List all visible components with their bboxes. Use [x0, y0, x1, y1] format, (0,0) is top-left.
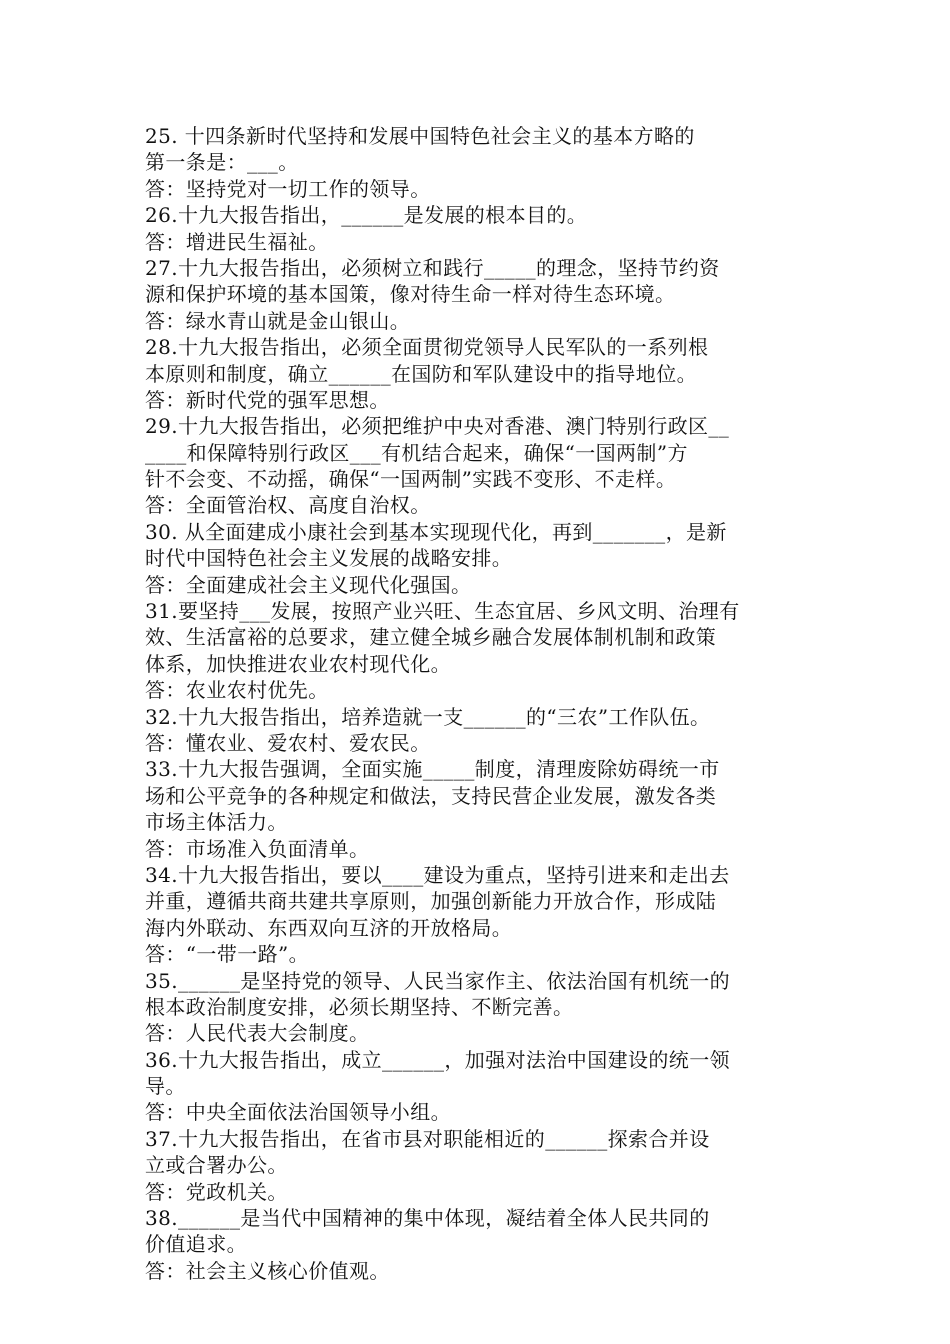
question-line: 效、生活富裕的总要求，建立健全城乡融合发展体制机制和政策 — [145, 625, 717, 650]
question-line: 第一条是：___。 — [145, 150, 299, 175]
question-line: 38.______是当代中国精神的集中体现，凝结着全体人民共同的 — [145, 1206, 710, 1231]
qa-item-30 — [145, 519, 809, 598]
question-line: 31.要坚持___发展，按照产业兴旺、生态宜居、乡风文明、治理有 — [145, 599, 740, 624]
question-line: 25. 十四条新时代坚持和发展中国特色社会主义的基本方略的 — [145, 124, 695, 148]
question-line: 根本政治制度安排，必须长期坚持、不断完善。 — [145, 994, 574, 1019]
question-line: 37.十九大报告指出，在省市县对职能相近的______探索合并设 — [145, 1126, 710, 1151]
question-line: 针不会变、不动摇，确保“一国两制”实践不变形、不走样。 — [145, 467, 677, 492]
question-line: 33.十九大报告强调，全面实施_____制度，清理废除妨碍统一市 — [145, 757, 720, 782]
qa-item-31 — [145, 598, 809, 704]
question-line: 本原则和制度，确立______在国防和军队建设中的指导地位。 — [145, 361, 697, 386]
qa-item-35 — [145, 968, 809, 1047]
answer-line: 答：新时代党的强军思想。 — [145, 387, 390, 412]
answer-line: 答：人民代表大会制度。 — [145, 1021, 370, 1046]
qa-item-25 — [145, 123, 809, 202]
question-line: 价值追求。 — [145, 1232, 247, 1257]
qa-item-27 — [145, 255, 809, 334]
question-line: 32.十九大报告指出，培养造就一支______的“三农”工作队伍。 — [145, 704, 711, 729]
qa-item-28 — [145, 334, 809, 413]
answer-line: 答：坚持党对一切工作的领导。 — [145, 176, 431, 201]
question-line: 28.十九大报告指出，必须全面贯彻党领导人民军队的一系列根 — [145, 335, 709, 360]
answer-line: 答：中央全面依法治国领导小组。 — [145, 1100, 451, 1125]
answer-line: 答：社会主义核心价值观。 — [145, 1258, 390, 1283]
answer-line: 答：全面建成社会主义现代化强国。 — [145, 572, 472, 597]
answer-line: 答：绿水青山就是金山银山。 — [145, 308, 411, 333]
question-line: 27.十九大报告指出，必须树立和践行_____的理念，坚持节约资 — [145, 255, 720, 280]
qa-item-34 — [145, 862, 809, 968]
qa-item-37 — [145, 1126, 809, 1205]
question-line: 并重，遵循共商共建共享原则，加强创新能力开放合作，形成陆 — [145, 889, 717, 914]
question-line: 35.______是坚持党的领导、人民当家作主、依法治国有机统一的 — [145, 968, 731, 993]
question-line: 海内外联动、东西双向互济的开放格局。 — [145, 915, 513, 940]
qa-item-36 — [145, 1047, 809, 1126]
question-line: 源和保护环境的基本国策，像对待生命一样对待生态环境。 — [145, 282, 676, 307]
question-line: 30. 从全面建成小康社会到基本实现现代化，再到_______，是新 — [145, 519, 727, 544]
answer-line: 答：农业农村优先。 — [145, 678, 329, 703]
question-line: ____和保障特别行政区___有机结合起来，确保“一国两制”方 — [145, 440, 688, 465]
answer-line: 答：增进民生福祉。 — [145, 229, 329, 254]
answer-line: 答：市场准入负面清单。 — [145, 836, 370, 861]
question-line: 34.十九大报告指出，要以____建设为重点，坚持引进来和走出去 — [145, 862, 730, 887]
qa-list — [145, 123, 809, 1284]
question-line: 市场主体活力。 — [145, 810, 288, 835]
answer-line: 答：“一带一路”。 — [145, 942, 310, 967]
answer-line: 答：党政机关。 — [145, 1179, 288, 1204]
qa-item-26 — [145, 202, 809, 255]
question-line: 26.十九大报告指出，______是发展的根本目的。 — [145, 203, 588, 228]
question-line: 36.十九大报告指出，成立______，加强对法治中国建设的统一领 — [145, 1047, 731, 1072]
question-line: 场和公平竞争的各种规定和做法，支持民营企业发展，激发各类 — [145, 783, 717, 808]
qa-item-29 — [145, 413, 809, 519]
question-line: 体系，加快推进农业农村现代化。 — [145, 651, 451, 676]
qa-item-38 — [145, 1205, 809, 1284]
answer-line: 答：懂农业、爱农村、爱农民。 — [145, 730, 431, 755]
qa-item-33 — [145, 756, 809, 862]
answer-line: 答：全面管治权、高度自治权。 — [145, 493, 431, 518]
qa-item-32 — [145, 704, 809, 757]
question-line: 导。 — [145, 1074, 186, 1099]
question-line: 29.十九大报告指出，必须把维护中央对香港、澳门特别行政区__ — [145, 414, 730, 439]
question-line: 立或合署办公。 — [145, 1153, 288, 1178]
question-line: 时代中国特色社会主义发展的战略安排。 — [145, 546, 513, 571]
